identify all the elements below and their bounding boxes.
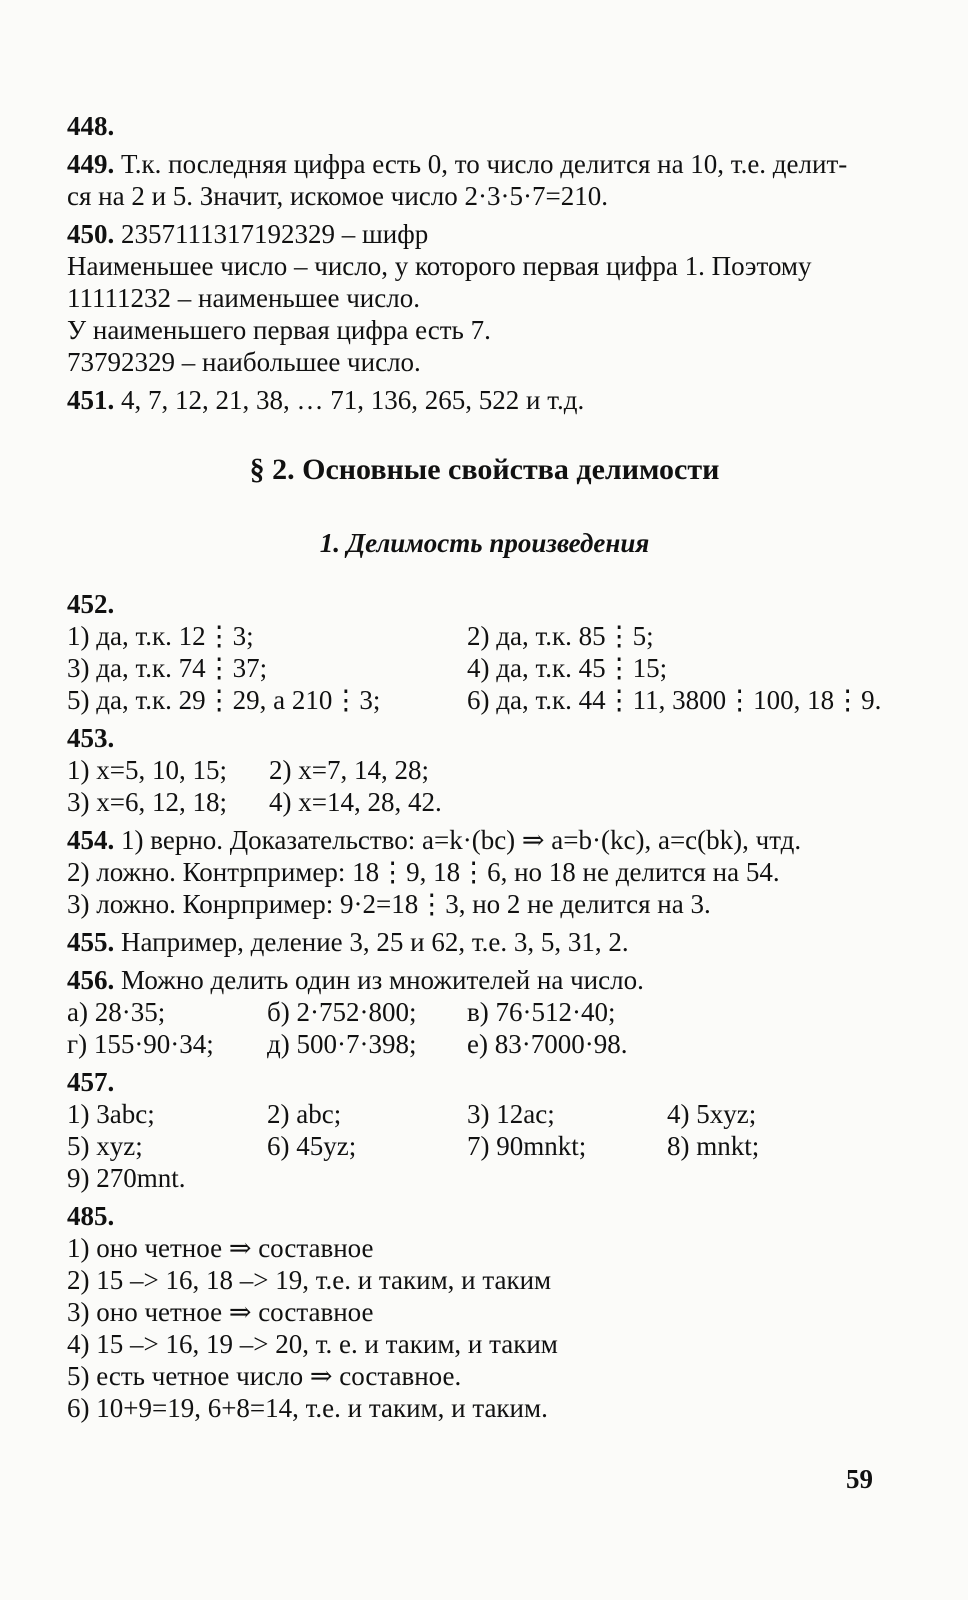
problem-text: 1) верно. Доказательство: a=k·(bc) ⇒ a=b·(kc), a=c(bk), чтд. [114, 825, 802, 855]
problem-452 [67, 588, 902, 716]
problem-number: 452. [67, 589, 115, 619]
answer-item: б) 2·752·800; [267, 997, 417, 1027]
answer-grid [67, 754, 902, 818]
answer-item: а) 28·35; [67, 997, 166, 1027]
problem-number: 450. [67, 219, 115, 249]
problem-456 [67, 964, 902, 1060]
problem-451 [67, 384, 902, 416]
answer-item: 7) 90mnkt; [467, 1131, 587, 1161]
answer-item: 2) x=7, 14, 28; [269, 755, 429, 785]
answer-item: 4) x=14, 28, 42. [269, 787, 442, 817]
answer-grid [67, 1098, 902, 1194]
answer-item: 2) abc; [267, 1099, 342, 1129]
problem-454 [67, 824, 902, 920]
problem-450 [67, 218, 902, 378]
answer-item: 6) 45yz; [267, 1131, 357, 1161]
answer-item: в) 76·512·40; [467, 997, 616, 1027]
problem-457 [67, 1066, 902, 1194]
answer-item: 3) да, т.к. 74⋮37; [67, 653, 268, 683]
problem-text: 4, 7, 12, 21, 38, … 71, 136, 265, 522 и т.д. [114, 385, 585, 415]
answer-grid [67, 996, 902, 1060]
problem-text: Например, деление 3, 25 и 62, т.е. 3, 5, 31, 2. [114, 927, 629, 957]
answer-item: 6) да, т.к. 44⋮11, 3800⋮100, 18⋮9. [467, 685, 882, 715]
problem-number: 457. [67, 1067, 115, 1097]
problem-number: 449. [67, 149, 115, 179]
problem-number: 453. [67, 723, 115, 753]
answer-item: 4) 5xyz; [667, 1099, 757, 1129]
problem-text: 73792329 – наибольшее число. [67, 347, 421, 377]
problem-text: 2357111317192329 – шифр [114, 219, 429, 249]
answer-line: 1) оно четное ⇒ составное [67, 1233, 374, 1263]
answer-item: 2) да, т.к. 85⋮5; [467, 621, 654, 651]
answer-line: 4) 15 –> 16, 19 –> 20, т. е. и таким, и таким [67, 1329, 558, 1359]
answer-item: 8) mnkt; [667, 1131, 760, 1161]
problem-text: 3) ложно. Конрпример: 9·2=18⋮3, но 2 не делится на 3. [67, 889, 711, 919]
answer-item: 4) да, т.к. 45⋮15; [467, 653, 668, 683]
problem-number: 448. [67, 111, 115, 141]
problem-449 [67, 148, 902, 212]
answer-item: 1) 3abc; [67, 1099, 155, 1129]
problem-485 [67, 1200, 902, 1424]
subsection-title: 1. Делимость произведения [319, 528, 650, 558]
problem-number: 456. [67, 965, 115, 995]
section-title: § 2. Основные свойства делимости [249, 453, 720, 486]
problem-text: Можно делить один из множителей на число. [114, 965, 644, 995]
answer-item: г) 155·90·34; [67, 1029, 214, 1059]
problem-text: Т.к. последняя цифра есть 0, то число делится на 10, т.е. делит- [114, 149, 848, 179]
problem-text: Наименьшее число – число, у которого первая цифра 1. Поэтому [67, 251, 812, 281]
problem-text: 2) ложно. Контрпример: 18⋮9, 18⋮6, но 18 не делится на 54. [67, 857, 780, 887]
problem-number: 451. [67, 385, 115, 415]
answer-line: 2) 15 –> 16, 18 –> 19, т.е. и таким, и таким [67, 1265, 552, 1295]
problem-453 [67, 722, 902, 818]
answer-line: 5) есть четное число ⇒ составное. [67, 1361, 462, 1391]
answer-line: 3) оно четное ⇒ составное [67, 1297, 374, 1327]
problem-number: 454. [67, 825, 115, 855]
problem-text: ся на 2 и 5. Значит, искомое число 2·3·5·7=210. [67, 181, 608, 211]
answer-grid [67, 620, 902, 716]
answer-line: 6) 10+9=19, 6+8=14, т.е. и таким, и таким. [67, 1393, 548, 1423]
answer-item: 5) xyz; [67, 1131, 143, 1161]
answer-item: 1) да, т.к. 12⋮3; [67, 621, 254, 651]
answer-item: 3) x=6, 12, 18; [67, 787, 227, 817]
answer-item: е) 83·7000·98. [467, 1029, 628, 1059]
problem-448 [67, 110, 902, 142]
page-content [67, 110, 902, 1430]
problem-number: 485. [67, 1201, 115, 1231]
answer-item: 1) x=5, 10, 15; [67, 755, 227, 785]
page-number: 59 [846, 1464, 873, 1494]
answer-item: д) 500·7·398; [267, 1029, 417, 1059]
problem-number: 455. [67, 927, 115, 957]
problem-text: У наименьшего первая цифра есть 7. [67, 315, 491, 345]
problem-text: 11111232 – наименьшее число. [67, 283, 420, 313]
problem-455 [67, 926, 902, 958]
answer-item: 3) 12ac; [467, 1099, 555, 1129]
answer-item: 9) 270mnt. [67, 1163, 186, 1193]
answer-item: 5) да, т.к. 29⋮29, а 210⋮3; [67, 685, 381, 715]
